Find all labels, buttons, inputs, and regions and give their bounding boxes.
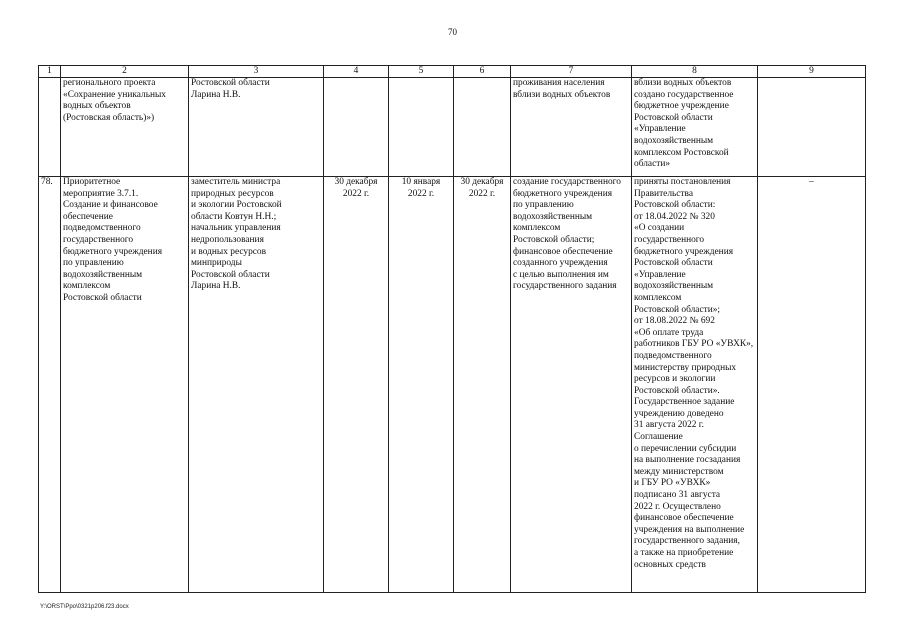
actual-end-date-cell: 30 декабря 2022 г.: [454, 177, 511, 593]
expected-result-cell: создание государственного бюджетного учреждения по управлению водохозяйственным комплексом Ростовской области; финансовое обеспечение созданного учреждения с целью выполнения им государственного задания: [511, 177, 632, 593]
column-header: 2: [61, 66, 189, 78]
column-number-row: [39, 66, 866, 78]
table-row-continued: [39, 78, 866, 177]
column-header: 3: [189, 66, 324, 78]
column-header: 4: [324, 66, 389, 78]
actual-start-date-cell: [389, 78, 454, 177]
column-header: 6: [454, 66, 511, 78]
column-header: 7: [511, 66, 632, 78]
column-header: 5: [389, 66, 454, 78]
row-number-cell: 78.: [39, 177, 61, 593]
actual-end-date-cell: [454, 78, 511, 177]
actual-result-cell: приняты постановления Правительства Ростовской области: от 18.04.2022 № 320 «О создании государственного бюджетного учреждения Ростовской области «Управление водохозяйственным комплексом Ростовской области»; от 18.08.2022 № 692 «Об оплате труда работников ГБУ РО «УВХК», подведомственного министерству природных ресурсов и экологии Ростовской области». Государственное задание учреждению доведено 31 августа 2022 г. Соглашение о перечислении субсидии на выполнение госзадания между министерством и ГБУ РО «УВХК» подписано 31 августа 2022 г. Осуществлено финансовое обеспечение учреждения на выполнение государственного задания, а также на приобретение основных средств: [632, 177, 758, 593]
responsible-cell: Ростовской области Ларина Н.В.: [189, 78, 324, 177]
actual-result-cell: вблизи водных объектов создано государственное бюджетное учреждение Ростовской области «Управление водохозяйственным комплексом Ростовской области»: [632, 78, 758, 177]
activity-name-cell: регионального проекта «Сохранение уникальных водных объектов (Ростовская область)»): [61, 78, 189, 177]
footer-file-path: Y:\ORST\Ppo\0321p206.f23.docx: [40, 604, 129, 610]
activity-name-cell: Приоритетное мероприятие 3.7.1. Создание и финансовое обеспечение подведомственного государственного бюджетного учреждения по управлению водохозяйственным комплексом Ростовской области: [61, 177, 189, 593]
planned-end-date-cell: 30 декабря 2022 г.: [324, 177, 389, 593]
row-number-cell: [39, 78, 61, 177]
notes-cell: –: [758, 177, 866, 593]
plan-table: [38, 65, 866, 593]
notes-cell: [758, 78, 866, 177]
column-header: 1: [39, 66, 61, 78]
column-header: 9: [758, 66, 866, 78]
page-number: 70: [448, 27, 457, 37]
column-header: 8: [632, 66, 758, 78]
planned-end-date-cell: [324, 78, 389, 177]
responsible-cell: заместитель министра природных ресурсов и экологии Ростовской области Ковтун Н.Н.; начальник управления недропользования и водных ресурсов минприроды Ростовской области Ларина Н.В.: [189, 177, 324, 593]
expected-result-cell: проживания населения вблизи водных объектов: [511, 78, 632, 177]
table-row-78: [39, 177, 866, 593]
actual-start-date-cell: 10 января 2022 г.: [389, 177, 454, 593]
